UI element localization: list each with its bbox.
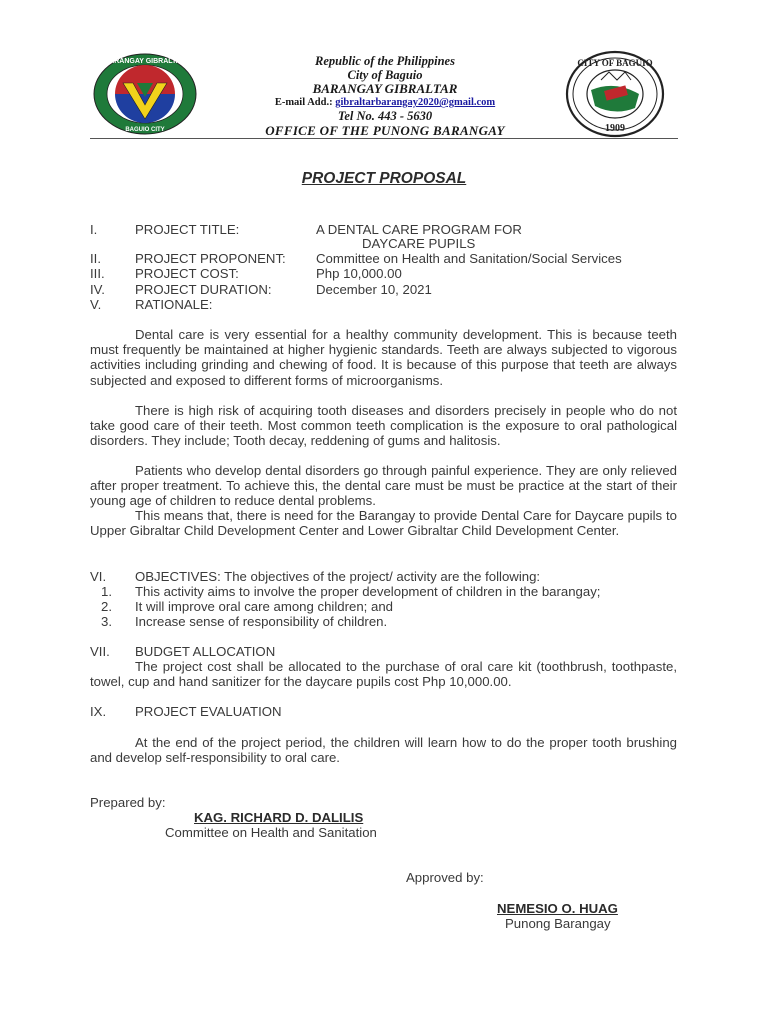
evaluation-text: At the end of the project period, the children will learn how to do the proper tooth brushing and develop self-responsibility to oral care. [90,735,677,766]
item-label-rationale: RATIONALE: [135,297,213,312]
city-of-baguio-seal-icon [565,50,665,138]
objective-item: It will improve oral care among children; and [135,599,394,614]
item-value-project-cost: Php 10,000.00 [316,266,402,281]
header-email-line [230,96,540,109]
item-value-project-title: A DENTAL CARE PROGRAM FOR [316,222,522,237]
rationale-paragraph-3: Patients who develop dental disorders go through painful experience. They are only relieved after proper treatment. To achieve this, the dental care must be must be practice at the start of their young age of children to reduce dental problems. [90,463,677,509]
objective-number: 3. [101,614,112,629]
item-num: III. [90,266,105,281]
letterhead [0,50,768,145]
item-num: II. [90,251,101,266]
barangay-gibraltar-seal-icon [93,53,197,135]
prepared-by-title: Committee on Health and Sanitation [165,825,377,840]
objective-number: 1. [101,584,112,599]
approved-by-label: Approved by: [406,870,484,885]
item-value-project-title-line2: DAYCARE PUPILS [362,236,476,251]
item-value-project-proponent: Committee on Health and Sanitation/Social Services [316,251,622,266]
prepared-by-name: KAG. RICHARD D. DALILIS [194,810,364,825]
item-label-project-title: PROJECT TITLE: [135,222,240,237]
email-label: E-mail Add.: [274,97,333,108]
seal-right-year: 1909 [605,123,625,134]
seal-left-bottom-text: BAGUIO CITY [125,127,165,133]
letterhead-text [230,54,540,139]
rationale-paragraph-2: There is high risk of acquiring tooth diseases and disorders precisely in people who do not take good care of their teeth. Most common teeth complication is the exposure to oral pathological disorders. They include; Tooth decay, reddening of gums and halitosis. [90,403,677,449]
section-num: VI. [90,569,107,584]
item-label-project-cost: PROJECT COST: [135,266,239,281]
rationale-paragraph-1: Dental care is very essential for a healthy community development. This is because teeth must frequently be maintained at higher hygienic standards. Teeth are always subjected to vigorous activities including grinding and chewing of food. It is because of this purpose that teeth are always subjected and exposed to different forms of microorganisms. [90,327,677,388]
item-num: IV. [90,282,105,297]
item-value-project-duration: December 10, 2021 [316,282,432,297]
header-city: City of Baguio [347,68,423,82]
approved-by-title: Punong Barangay [505,916,611,931]
section-num: VII. [90,644,110,659]
header-divider [90,138,678,139]
document-title: PROJECT PROPOSAL [301,170,467,187]
objective-item: This activity aims to involve the proper development of children in the barangay; [135,584,601,599]
header-barangay: BARANGAY GIBRALTAR [312,81,458,96]
item-label-project-duration: PROJECT DURATION: [135,282,272,297]
rationale-paragraph-4: This means that, there is need for the Barangay to provide Dental Care for Daycare pupils to Upper Gibraltar Child Development Center and Lower Gibraltar Child Development Center. [90,508,677,539]
objective-item: Increase sense of responsibility of children. [135,614,388,629]
budget-text: The project cost shall be allocated to the purchase of oral care kit (toothbrush, toothpaste, towel, cup and hand sanitizer for the daycare pupils cost Php 10,000.00. [90,659,677,690]
prepared-by-label: Prepared by: [90,795,166,810]
section-num: IX. [90,704,107,719]
item-num: V. [90,297,102,312]
item-label-project-proponent: PROJECT PROPONENT: [135,251,286,266]
header-republic: Republic of the Philippines [315,54,455,68]
objective-number: 2. [101,599,112,614]
approved-by-name: NEMESIO O. HUAG [497,901,618,916]
objectives-heading: OBJECTIVES: The objectives of the project/ activity are the following: [135,569,541,584]
header-office: OFFICE OF THE PUNONG BARANGAY [265,123,505,138]
seal-left-top-text: BARANGAY GIBRALTAR [104,58,186,65]
budget-heading: BUDGET ALLOCATION [135,644,276,659]
seal-right-top-text: CITY OF BAGUIO [577,58,653,68]
evaluation-heading: PROJECT EVALUATION [135,704,282,719]
email-link[interactable]: gibraltarbarangay2020@gmail.com [335,97,496,108]
header-tel: Tel No. 443 - 5630 [337,109,433,123]
item-num: I. [90,222,98,237]
